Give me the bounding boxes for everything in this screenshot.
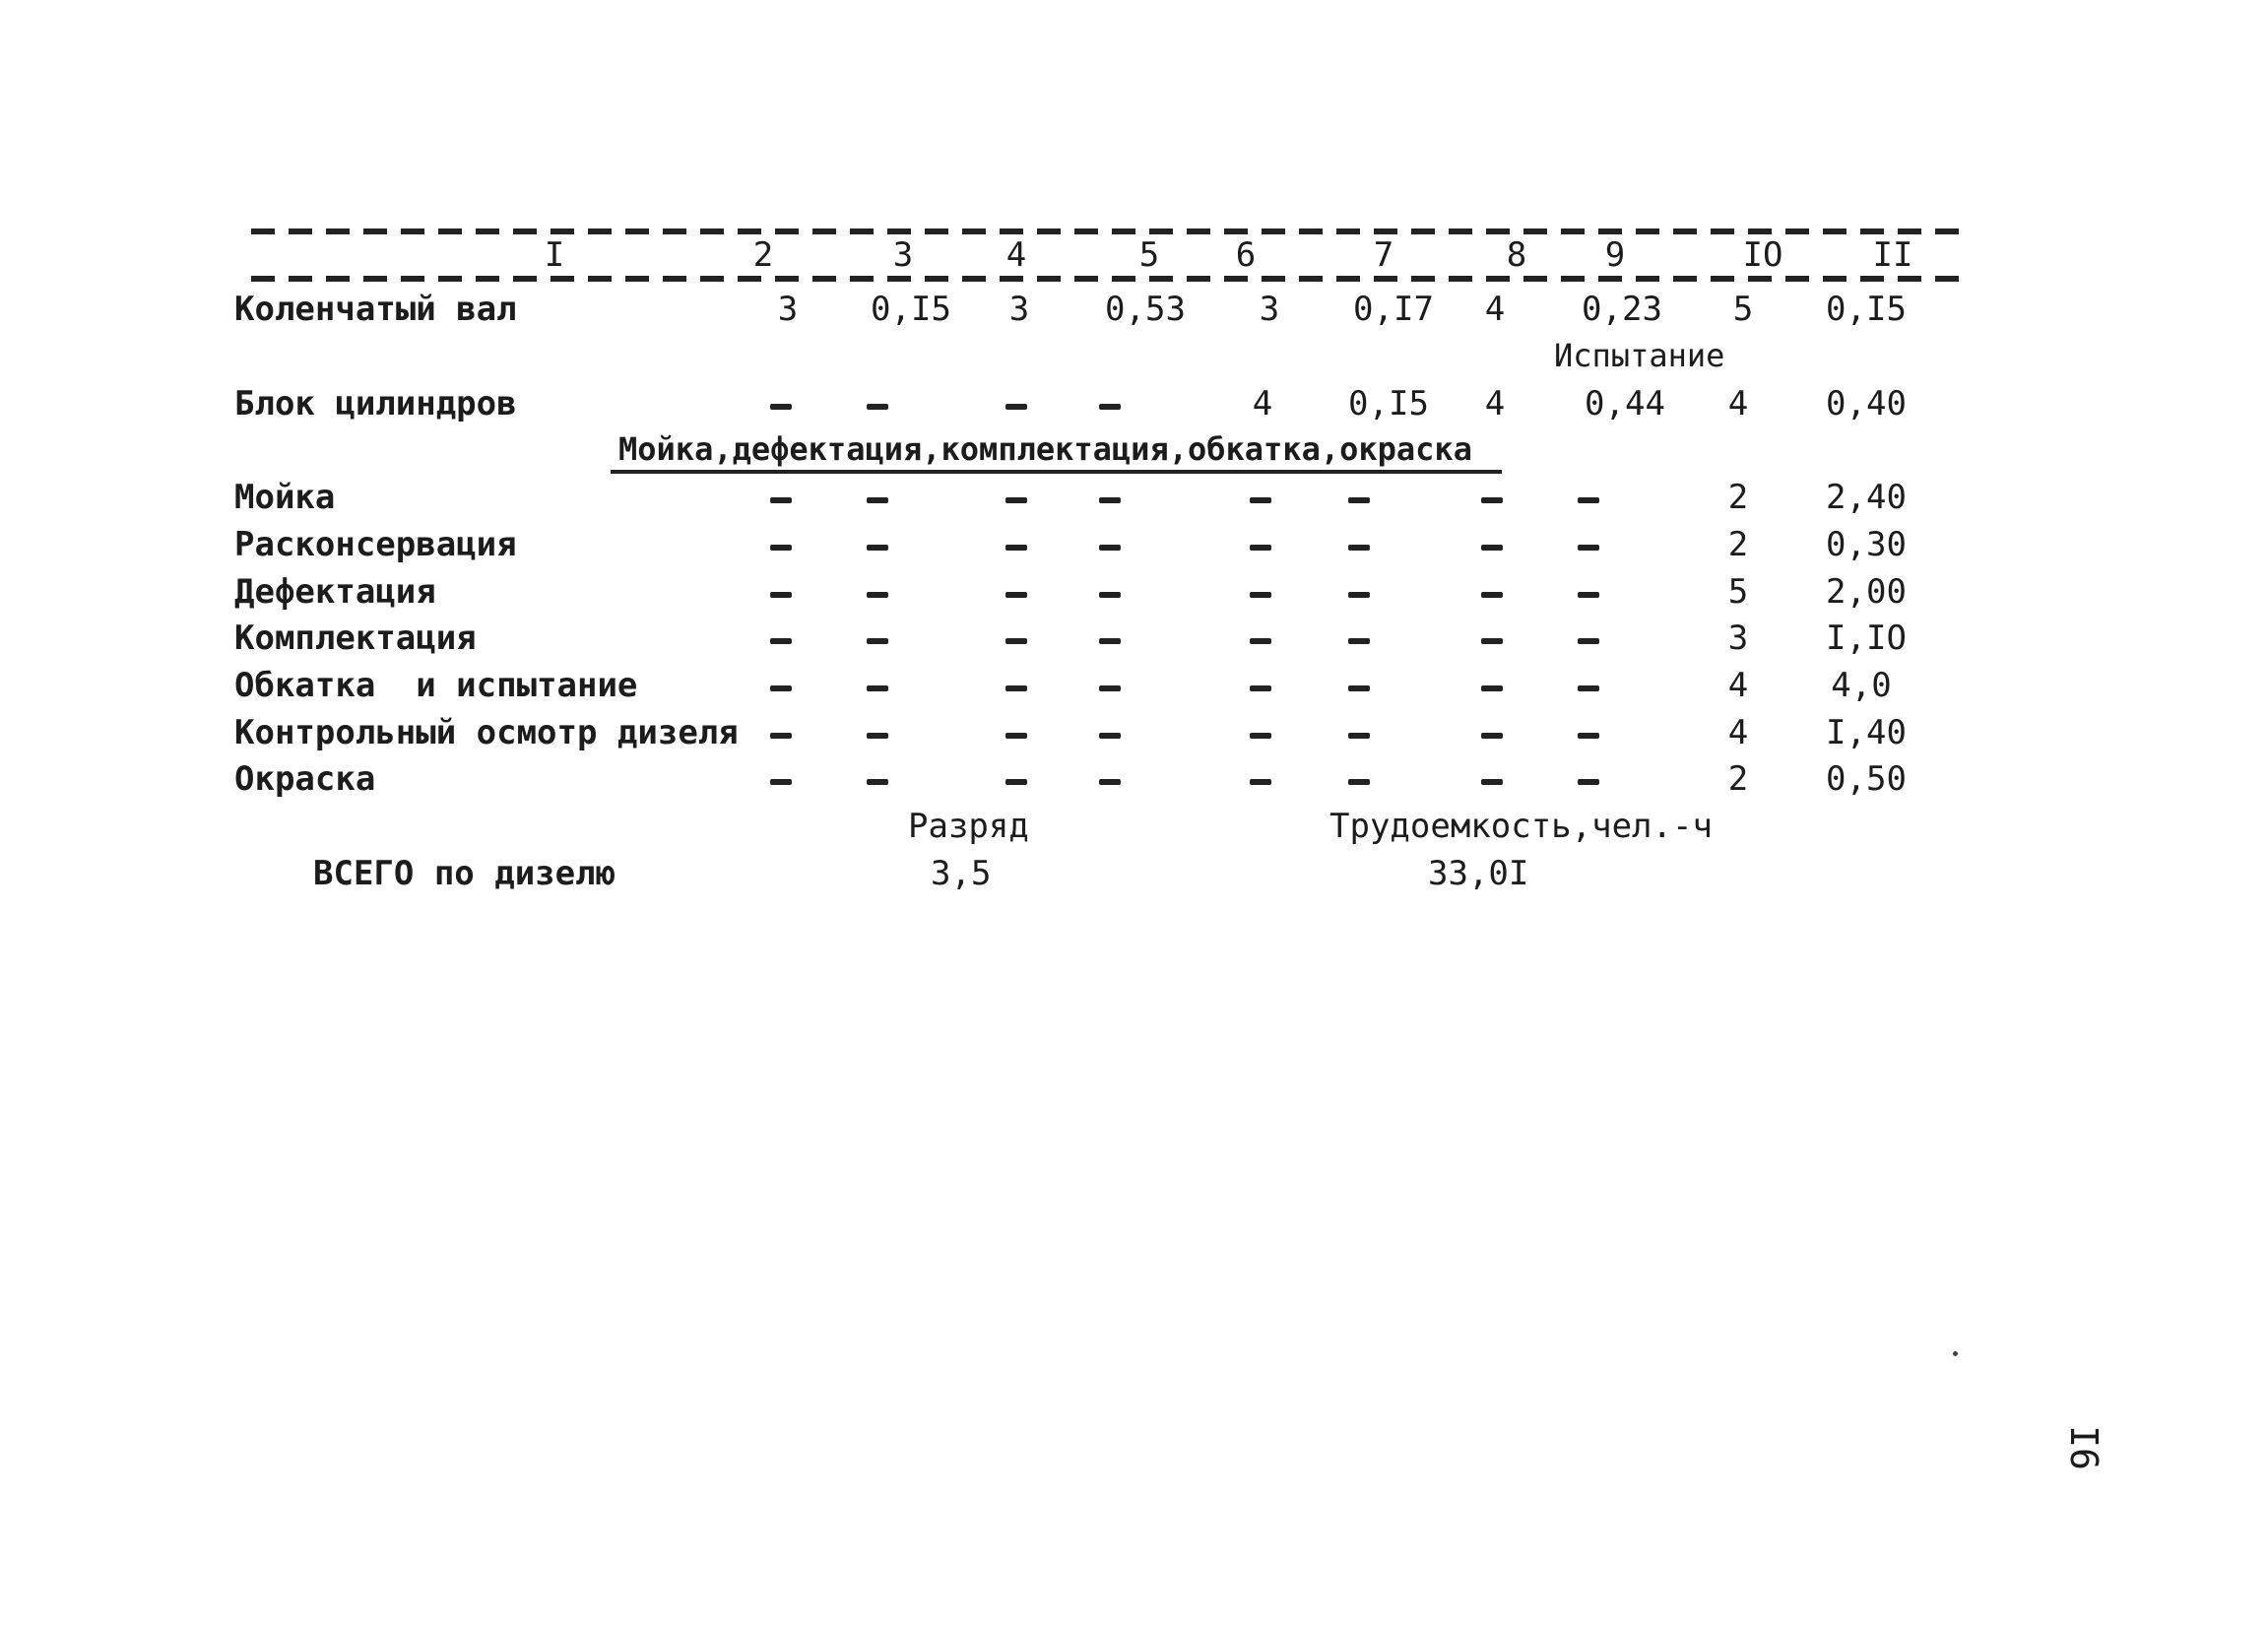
grade-cell: 4 — [1727, 713, 1749, 752]
empty-cell-dash — [1005, 733, 1027, 739]
grade-cell: 2 — [1727, 525, 1749, 564]
empty-cell-dash — [1348, 733, 1370, 739]
empty-cell-dash — [1005, 685, 1027, 691]
section-heading-underline — [611, 470, 1502, 474]
row-label: Блок цилиндров — [234, 384, 517, 423]
total-labor: 33,0I — [1428, 854, 1529, 893]
row-label: Мойка — [234, 478, 336, 517]
column-header: 7 — [1373, 235, 1394, 275]
test-heading: Испытание — [1554, 337, 1725, 374]
empty-cell-dash — [1099, 733, 1121, 739]
empty-cell-dash — [1005, 779, 1027, 785]
grade-cell: 2 — [1727, 759, 1749, 799]
table-cell: 4 — [1252, 384, 1273, 423]
column-header: 6 — [1235, 235, 1257, 275]
table-cell: 5 — [1732, 290, 1754, 329]
empty-cell-dash — [867, 685, 888, 691]
empty-cell-dash — [1481, 497, 1503, 503]
empty-cell-dash — [1250, 733, 1271, 739]
column-header: 9 — [1604, 235, 1626, 275]
empty-cell-dash — [1099, 685, 1121, 691]
empty-cell-dash — [770, 404, 792, 410]
labor-cell: I,IO — [1826, 619, 1907, 658]
table-cell: 0,I7 — [1353, 290, 1434, 329]
table-cell: 0,I5 — [871, 290, 951, 329]
grade-cell: 2 — [1727, 478, 1749, 517]
header-bottom-rule — [251, 276, 1965, 282]
column-header: 2 — [752, 235, 774, 275]
empty-cell-dash — [867, 638, 888, 644]
empty-cell-dash — [1250, 685, 1271, 691]
column-header: 8 — [1506, 235, 1527, 275]
empty-cell-dash — [1481, 685, 1503, 691]
table-cell: 0,53 — [1105, 290, 1186, 329]
empty-cell-dash — [1250, 592, 1271, 598]
empty-cell-dash — [770, 685, 792, 691]
table-cell: 0,40 — [1826, 384, 1907, 423]
row-label: Окраска — [234, 759, 376, 799]
empty-cell-dash — [867, 545, 888, 551]
empty-cell-dash — [1578, 497, 1599, 503]
empty-cell-dash — [1250, 545, 1271, 551]
column-header: I — [544, 235, 565, 275]
empty-cell-dash — [1578, 685, 1599, 691]
labor-cell: 2,40 — [1826, 478, 1907, 517]
empty-cell-dash — [867, 404, 888, 410]
labor-header: Трудоемкость,чел.-ч — [1329, 807, 1713, 846]
empty-cell-dash — [867, 497, 888, 503]
empty-cell-dash — [1578, 779, 1599, 785]
empty-cell-dash — [867, 779, 888, 785]
row-label: Расконсервация — [234, 525, 517, 564]
empty-cell-dash — [1578, 545, 1599, 551]
table-cell: 4 — [1484, 290, 1506, 329]
empty-cell-dash — [1481, 638, 1503, 644]
table-cell: 0,23 — [1582, 290, 1662, 329]
table-cell: 3 — [777, 290, 799, 329]
empty-cell-dash — [867, 592, 888, 598]
empty-cell-dash — [770, 545, 792, 551]
column-header: II — [1872, 235, 1913, 275]
empty-cell-dash — [1099, 545, 1121, 551]
empty-cell-dash — [770, 497, 792, 503]
table-cell: 3 — [1259, 290, 1280, 329]
labor-cell: 4,0 — [1831, 666, 1892, 705]
total-grade: 3,5 — [931, 854, 992, 893]
column-header: 3 — [892, 235, 914, 275]
empty-cell-dash — [1250, 779, 1271, 785]
grade-header: Разряд — [908, 807, 1029, 846]
empty-cell-dash — [1578, 592, 1599, 598]
empty-cell-dash — [1099, 779, 1121, 785]
empty-cell-dash — [1348, 545, 1370, 551]
column-header: IO — [1742, 235, 1783, 275]
empty-cell-dash — [1250, 497, 1271, 503]
empty-cell-dash — [1578, 638, 1599, 644]
empty-cell-dash — [1099, 497, 1121, 503]
row-label: Комплектация — [234, 619, 477, 658]
grade-cell: 5 — [1727, 572, 1749, 612]
row-label: Контрольный осмотр дизеля — [234, 713, 739, 752]
grade-cell: 3 — [1727, 619, 1749, 658]
labor-cell: 0,30 — [1826, 525, 1907, 564]
column-header: 4 — [1005, 235, 1027, 275]
labor-cell: 2,00 — [1826, 572, 1907, 612]
table-cell: 4 — [1727, 384, 1749, 423]
empty-cell-dash — [1005, 592, 1027, 598]
labor-cell: I,40 — [1826, 713, 1907, 752]
empty-cell-dash — [1481, 779, 1503, 785]
column-header: 5 — [1138, 235, 1160, 275]
empty-cell-dash — [1250, 638, 1271, 644]
empty-cell-dash — [867, 733, 888, 739]
empty-cell-dash — [1099, 404, 1121, 410]
empty-cell-dash — [1005, 545, 1027, 551]
table-cell: 0,I5 — [1348, 384, 1429, 423]
empty-cell-dash — [1348, 497, 1370, 503]
empty-cell-dash — [1099, 638, 1121, 644]
labor-cell: 0,50 — [1826, 759, 1907, 799]
empty-cell-dash — [1481, 733, 1503, 739]
section-heading: Мойка,дефектация,комплектация,обкатка,окраска — [618, 430, 1472, 468]
empty-cell-dash — [770, 733, 792, 739]
row-label: Коленчатый вал — [234, 290, 517, 329]
table-cell: 4 — [1484, 384, 1506, 423]
empty-cell-dash — [1348, 685, 1370, 691]
empty-cell-dash — [1578, 733, 1599, 739]
empty-cell-dash — [1348, 779, 1370, 785]
empty-cell-dash — [1481, 545, 1503, 551]
table-cell: 0,44 — [1585, 384, 1665, 423]
header-top-rule — [251, 228, 1965, 234]
stray-dot — [1953, 1351, 1958, 1356]
empty-cell-dash — [1481, 592, 1503, 598]
table-cell: 0,I5 — [1826, 290, 1907, 329]
table-cell: 3 — [1008, 290, 1030, 329]
grade-cell: 4 — [1727, 666, 1749, 705]
empty-cell-dash — [1348, 638, 1370, 644]
empty-cell-dash — [1005, 497, 1027, 503]
page-number: I6 — [2062, 1425, 2106, 1470]
empty-cell-dash — [1348, 592, 1370, 598]
empty-cell-dash — [1005, 404, 1027, 410]
row-label: Обкатка и испытание — [234, 666, 638, 705]
total-label: ВСЕГО по дизелю — [313, 854, 616, 893]
empty-cell-dash — [770, 779, 792, 785]
row-label: Дефектация — [234, 572, 436, 612]
empty-cell-dash — [1099, 592, 1121, 598]
empty-cell-dash — [770, 592, 792, 598]
empty-cell-dash — [770, 638, 792, 644]
empty-cell-dash — [1005, 638, 1027, 644]
